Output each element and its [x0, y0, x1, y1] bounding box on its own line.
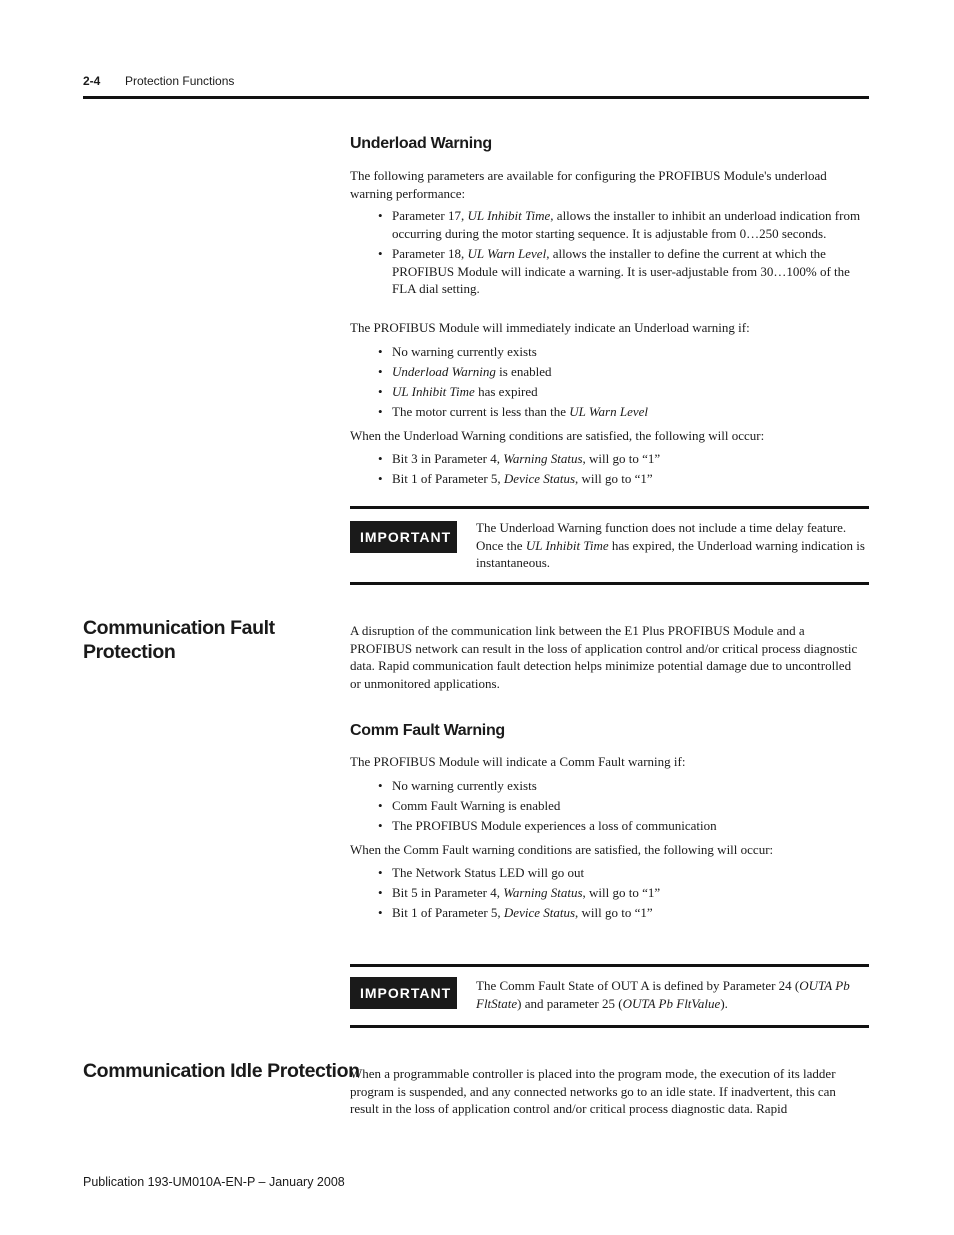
important-label: IMPORTANT	[350, 977, 457, 1009]
comm-fault-results-list	[378, 864, 868, 924]
list-item: • The motor current is less than the UL Warn Level	[378, 404, 648, 419]
important-callout-comm-fault	[350, 964, 869, 1028]
list-item: • Bit 3 in Parameter 4, Warning Status, will go to “1”	[378, 451, 661, 466]
list-item: • Parameter 17, UL Inhibit Time, allows the installer to inhibit an underload indication from occurring during the motor starting sequence. It is adjustable from 0…250 seconds.	[378, 208, 861, 241]
important-text: The Underload Warning function does not include a time delay feature. Once the UL Inhibit Time has expired, the Underload warning indication is instantaneous.	[476, 520, 865, 570]
running-header-title: Protection Functions	[125, 74, 235, 88]
comm-fault-when-satisfied: When the Comm Fault warning conditions are satisfied, the following will occur:	[350, 842, 774, 857]
comm-fault-conditions-list	[378, 777, 868, 837]
important-label: IMPORTANT	[350, 521, 457, 553]
list-item: • Underload Warning is enabled	[378, 364, 552, 379]
list-item: • Bit 5 in Parameter 4, Warning Status, will go to “1”	[378, 885, 661, 900]
list-item: • The PROFIBUS Module experiences a loss of communication	[378, 818, 717, 833]
underload-intro: The following parameters are available for configuring the PROFIBUS Module's underload warning performance:	[350, 168, 827, 201]
header-rule	[83, 96, 869, 99]
list-item: • Bit 1 of Parameter 5, Device Status, will go to “1”	[378, 905, 653, 920]
list-item: • Parameter 18, UL Warn Level, allows the installer to define the current at which the PROFIBUS Module will indicate a warning. It is user-adjustable from 30…100% of the FLA dial setting.	[378, 246, 850, 296]
list-item: • No warning currently exists	[378, 344, 537, 359]
underload-when-satisfied: When the Underload Warning conditions are satisfied, the following will occur:	[350, 428, 765, 443]
list-item: • No warning currently exists	[378, 778, 537, 793]
underload-conditions-list	[378, 343, 868, 423]
comm-fault-intro: A disruption of the communication link between the E1 Plus PROFIBUS Module and a PROFIBUS network can result in the loss of application control and/or critical process diagnostic data. Rapid communication fault detection helps minimize potential damage due to uncontrolled or unmonitored applications.	[350, 623, 858, 691]
comm-fault-heading: Communication Fault Protection	[83, 617, 275, 663]
list-item: • Bit 1 of Parameter 5, Device Status, will go to “1”	[378, 471, 653, 486]
underload-params-list	[378, 207, 868, 301]
underload-results-list	[378, 450, 868, 490]
underload-indicate-if: The PROFIBUS Module will immediately indicate an Underload warning if:	[350, 320, 750, 335]
comm-fault-warning-heading: Comm Fault Warning	[350, 722, 505, 739]
comm-idle-intro: When a programmable controller is placed into the program mode, the execution of its ladder program is suspended, and any connected networks go to an idle state. If inadvertent, this can result in the loss of application control and/or critical process diagnostic data. Rapid	[350, 1066, 836, 1116]
footer-publication: Publication 193-UM010A-EN-P – January 2008	[83, 1175, 345, 1189]
list-item: • Comm Fault Warning is enabled	[378, 798, 561, 813]
page-number: 2-4	[83, 74, 101, 88]
list-item: • The Network Status LED will go out	[378, 865, 585, 880]
important-callout-underload	[350, 506, 869, 585]
comm-idle-heading: Communication Idle Protection	[83, 1060, 360, 1082]
underload-warning-heading: Underload Warning	[350, 135, 492, 152]
comm-fault-indicate-if: The PROFIBUS Module will indicate a Comm Fault warning if:	[350, 754, 686, 769]
important-text: The Comm Fault State of OUT A is defined by Parameter 24 (OUTA Pb FltState) and parameter 25 (OUTA Pb FltValue).	[476, 978, 850, 1011]
list-item: • UL Inhibit Time has expired	[378, 384, 538, 399]
